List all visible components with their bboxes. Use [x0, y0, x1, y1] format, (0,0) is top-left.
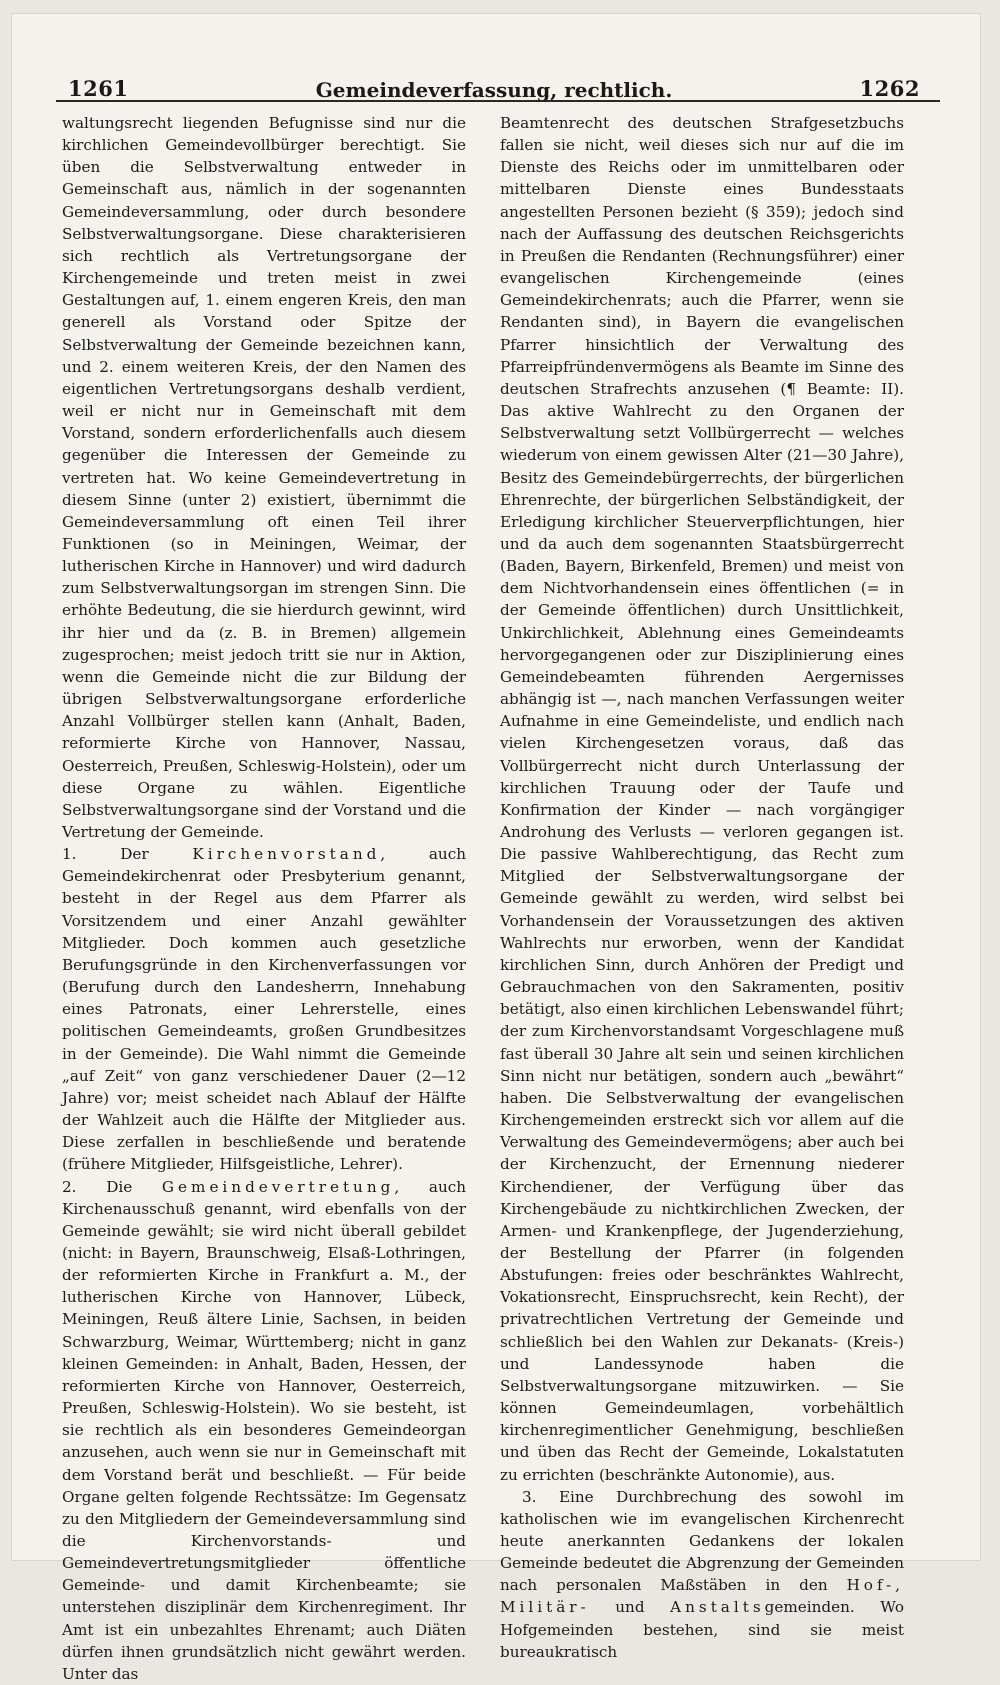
left-column — [62, 112, 466, 1472]
header-rule — [56, 100, 940, 102]
paragraph — [62, 1176, 466, 1685]
paragraph: waltungsrecht liegenden Befugnisse sind nur die kirchlichen Gemeindevollbürger berechtigt. Sie üben die Selbstverwaltung entweder in Gemeinschaft aus, nämlich in der sogenannten Gemeindeversammlung, oder durch besondere Selbstverwaltungsorgane. Diese charakterisieren sich rechtlich als Vertretungsorgane der Kirchengemeinde und treten meist in zwei Gestaltungen auf, 1. einem engeren Kreis, den man generell als Vorstand oder Spitze der Selbstverwaltung der Gemeinde bezeichnen kann, und 2. einem weiteren Kreis, der den Namen des eigentlichen Vertretungsorgans deshalb verdient, weil er nicht nur in Gemeinschaft mit dem Vorstand, sondern erforderlichenfalls auch diesem gegenüber die Interessen der Gemeinde zu vertreten hat. Wo keine Gemeindevertretung in diesem Sinne (unter 2) existiert, übernimmt die Gemeindeversammlung oft einen Teil ihrer Funktionen (so in Meiningen, Weimar, der lutherischen Kirche in Hannover) und wird dadurch zum Selbstverwaltungsorgan im strengen Sinn. Die erhöhte Bedeutung, die sie hierdurch gewinnt, wird ihr hier und da (z. B. in Bremen) allgemein zugesprochen; meist jedoch tritt sie nur in Aktion, wenn die Gemeinde nicht die zur Bildung der übrigen Selbstverwaltungsorgane erforderliche Anzahl Vollbürger stellen kann (Anhalt, Baden, reformierte Kirche von Hannover, Nassau, Oesterreich, Preußen, Schleswig-Holstein), oder um diese Organe zu wählen. Eigentliche Selbstverwaltungsorgane sind der Vorstand und die Vertretung der Gemeinde. — [62, 112, 466, 843]
paragraph-text: gemeinden. Wo Hofgemeinden bestehen, sind sie meist bureaukratisch — [500, 1598, 904, 1660]
paragraph-text: 1. Der — [62, 845, 192, 863]
right-page-number: 1262 — [860, 76, 920, 101]
right-column — [500, 112, 904, 1472]
paragraph-text: 3. Eine Durchbrechung des sowohl im katholischen wie im evangelischen Kirchenrecht heute anerkannten Gedankens der lokalen Gemeinde bedeutet die Abgrenzung der Gemeinden nach personalen Maßstäben in den — [500, 1488, 904, 1595]
spaced-term: Kirchenvorstand — [192, 845, 380, 863]
running-title: Gemeindeverfassung, rechtlich. — [68, 78, 920, 102]
spaced-term: Anstalts — [670, 1598, 764, 1616]
paragraph: Beamtenrecht des deutschen Strafgesetzbuchs fallen sie nicht, weil dieses sich nur auf die im Dienste des Reichs oder im unmittelbaren oder mittelbaren Dienste eines Bundesstaats angestellten Personen bezieht (§ 359); jedoch sind nach der Auffassung des deutschen Reichsgerichts in Preußen die Rendanten (Rechnungsführer) einer evangelischen Kirchengemeinde (eines Gemeindekirchenrats; auch die Pfarrer, wenn sie Rendanten sind), in Bayern die evangelischen Pfarrer hinsichtlich der Verwaltung des Pfarreipfründenvermögens als Beamte im Sinne des deutschen Strafrechts anzusehen (¶ Beamte: II). Das aktive Wahlrecht zu den Organen der Selbstverwaltung setzt Vollbürgerrecht — welches wiederum von einem gewissen Alter (21—30 Jahre), Besitz des Gemeindebürgerrechts, der bürgerlichen Ehrenrechte, der bürgerlichen Selbständigkeit, der Erledigung kirchlicher Steuerverpflichtungen, hier und da auch dem sogenannten Staatsbürgerrecht (Baden, Bayern, Birkenfeld, Bremen) und meist von dem Nichtvorhandensein eines öffentlichen (= in der Gemeinde öffentlichen) durch Unsittlichkeit, Unkirchlichkeit, Ablehnung eines Gemeindeamts hervorgegangenen oder zur Disziplinierung eines Gemeindebeamten führenden Aergernisses abhängig ist —, nach manchen Verfassungen weiter Aufnahme in eine Gemeindeliste, und endlich nach vielen Kirchengesetzen voraus, daß das Vollbürgerrecht nicht durch Unterlassung der kirchlichen Trauung oder der Taufe und Konfirmation der Kinder — nach vorgängiger Androhung des Verlusts — verloren gegangen ist. Die passive Wahlberechtigung, das Recht zum Mitglied der Selbstverwaltungsorgane der Gemeinde gewählt zu werden, wird selbst bei Vorhandensein der Voraussetzungen des aktiven Wahlrechts nur erworben, wenn der Kandidat kirchlichen Sinn, durch Anhören der Predigt und Gebrauchmachen von den Sakramenten, positiv betätigt, also einen kirchlichen Lebenswandel führt; der zum Kirchenvorstandsamt Vorgeschlagene muß fast überall 30 Jahre alt sein und seinen kirchlichen Sinn nicht nur betätigen, sondern auch „bewährt“ haben. Die Selbstverwaltung der evangelischen Kirchengemeinden erstreckt sich vor allem auf die Verwaltung des Gemeindevermögens; aber auch bei der Kirchenzucht, der Ernennung niederer Kirchendiener, der Verfügung über das Kirchengebäude zu nichtkirchlichen Zwecken, der Armen- und Krankenpflege, der Jugenderziehung, der Bestellung der Pfarrer (in folgenden Abstufungen: freies oder beschränktes Wahlrecht, Vokationsrecht, Einspruchsrecht, kein Recht), der privatrechtlichen Vertretung der Gemeinde und schließlich bei den Wahlen zur Dekanats- (Kreis-) und Landessynode haben die Selbstverwaltungsorgane mitzuwirken. — Sie können Gemeindeumlagen, vorbehältlich kirchenregimentlicher Genehmigung, beschließen und üben das Recht der Gemeinde, Lokalstatuten zu errichten (beschränkte Autonomie), aus. — [500, 112, 904, 1486]
spaced-term: Gemeindevertretung — [162, 1178, 394, 1196]
paragraph-text: , auch Kirchenausschuß genannt, wird ebenfalls von der Gemeinde gewählt; sie wird nicht überall gebildet (nicht: in Bayern, Braunschweig, Elsaß-Lothringen, der reformierten Kirche in Frankfurt a. M., der lutherischen Kirche von Hannover, Lübeck, Meiningen, Reuß ältere Linie, Sachsen, in beiden Schwarzburg, Weimar, Württemberg; nicht in ganz kleinen Gemeinden: in Anhalt, Baden, Hessen, der reformierten Kirche von Hannover, Oesterreich, Preußen, Schleswig-Holstein). Wo sie besteht, ist sie rechtlich als ein besonderes Gemeindeorgan anzusehen, auch wenn sie nur in Gemeinschaft mit dem Vorstand berät und beschließt. — Für beide Organe gelten folgende Rechtssätze: Im Gegensatz zu den Mitgliedern der Gemeindeversammlung sind die Kirchenvorstands- und Gemeindevertretungsmitglieder öffentliche Gemeinde- und damit Kirchenbeamte; sie unterstehen disziplinär dem Kirchenregiment. Ihr Amt ist ein unbezahltes Ehrenamt; auch Diäten dürfen ihnen grundsätzlich nicht gewährt werden. Unter das — [62, 1178, 466, 1683]
paragraph — [62, 843, 466, 1175]
page-header — [68, 70, 920, 110]
paragraph-text: , auch Gemeindekirchenrat oder Presbyterium genannt, besteht in der Regel aus dem Pfarrer als Vorsitzendem und einer Anzahl gewählter Mitglieder. Doch kommen auch gesetzliche Berufungsgründe in den Kirchenverfassungen vor (Berufung durch den Landesherrn, Innehabung eines Patronats, einer Lehrerstelle, eines politischen Gemeindeamts, großen Grundbesitzes in der Gemeinde). Die Wahl nimmt die Gemeinde „auf Zeit“ von ganz verschiedener Dauer (2—12 Jahre) vor; meist scheidet nach Ablauf der Hälfte der Wahlzeit auch die Hälfte der Mitglieder aus. Diese zerfallen in beschließende und beratende (frühere Mitglieder, Hilfsgeistliche, Lehrer). — [62, 845, 466, 1173]
left-page-number: 1261 — [68, 76, 128, 101]
spaced-term: Hof-, Militär- — [500, 1576, 904, 1616]
paragraph — [500, 1486, 904, 1663]
paragraph-text: 2. Die — [62, 1178, 162, 1196]
paragraph-text: und — [590, 1598, 670, 1616]
